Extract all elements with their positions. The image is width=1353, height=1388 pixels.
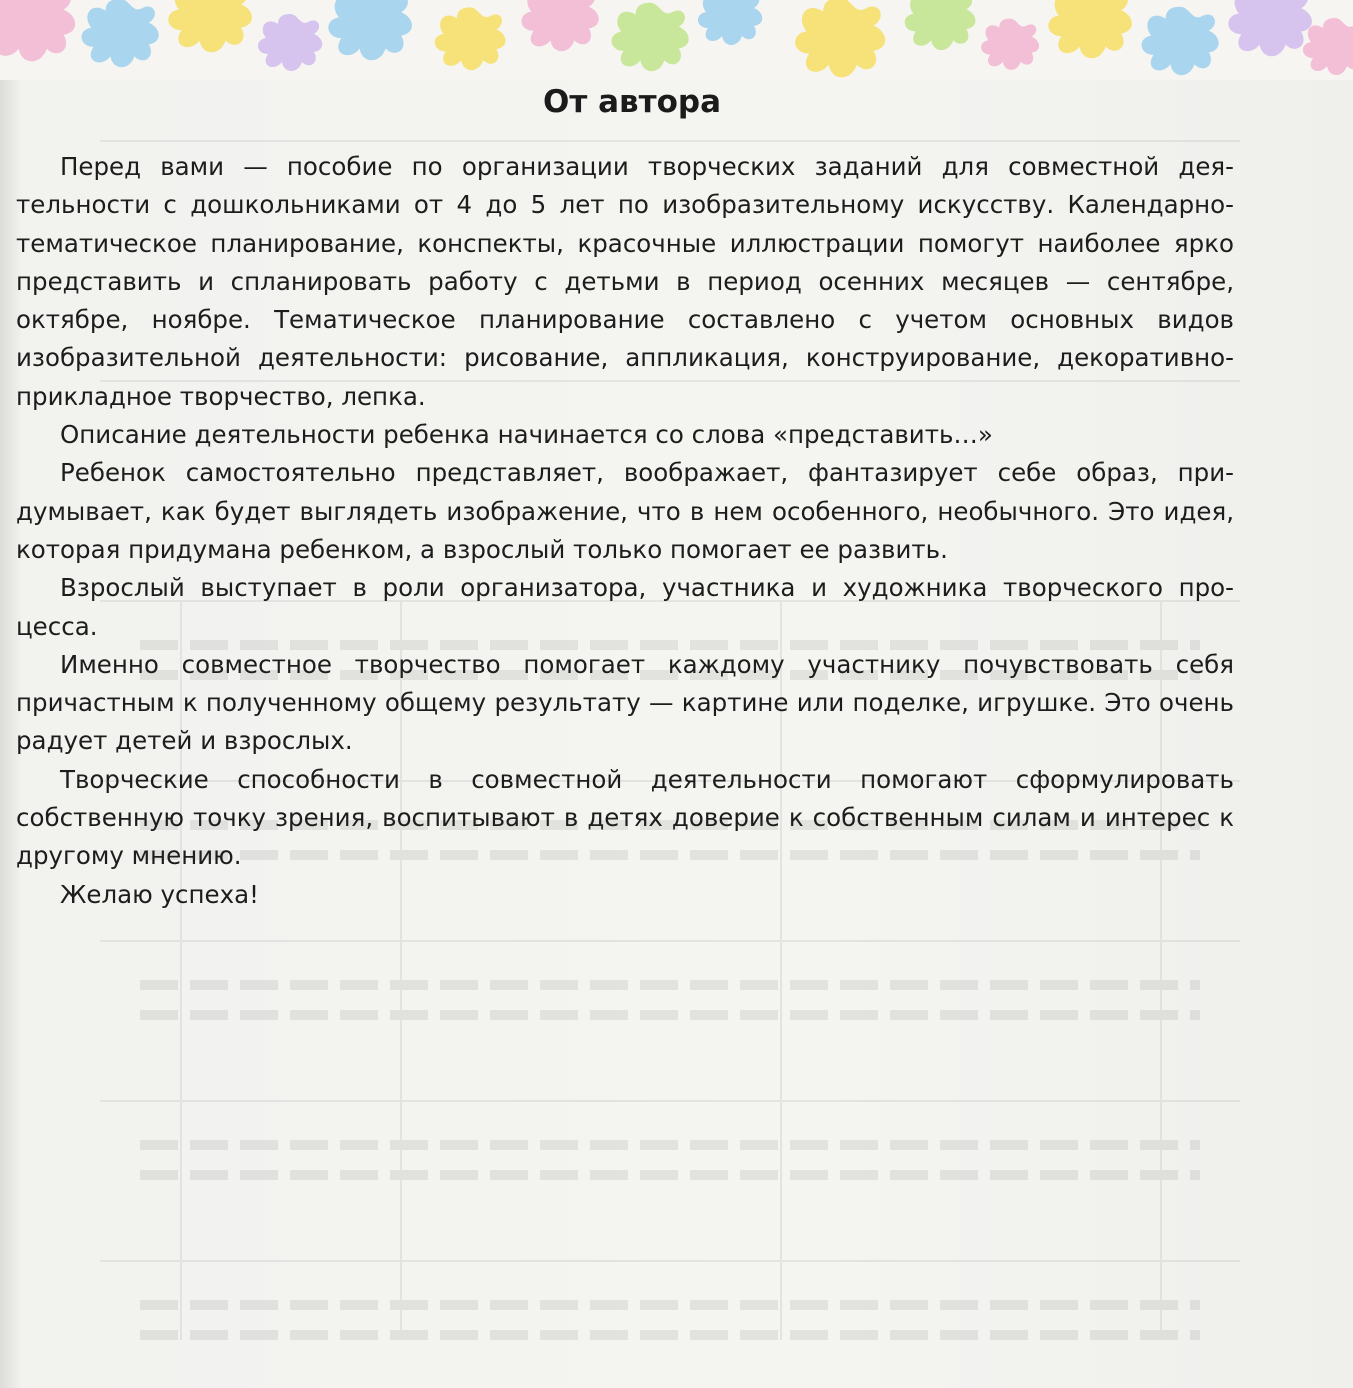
splat-yellow-2-icon — [435, 7, 506, 70]
splat-green-1-icon — [612, 3, 689, 71]
splat-green-2-icon — [905, 0, 976, 50]
page-title: От автора — [542, 84, 722, 120]
author-foreword — [16, 84, 1234, 914]
paragraph-description: Описание деятельности ребенка начинается со слова «представить…» — [60, 420, 993, 450]
splat-blue-2-icon — [328, 0, 412, 60]
splat-pink-3-icon — [981, 19, 1039, 70]
splat-blue-1-icon — [82, 0, 159, 67]
paragraph-intro: Перед вами — пособие по организации творческих заданий для совместной деятельности с дошкольниками от 4 до 5 лет по изобразительному искусству. Календарно-тематическое планирование, конспекты, красочные иллюстрации помогут наиболее ярко представить и спланировать работу с детьми в период осенних месяцев — сентябре, октябре, ноябре. Тематическое планирование составлено с учетом основных видов изобразительной деятельности: рисование, аппликация, конструирование, декоративно-прикладное творчество, лепка. — [16, 152, 1234, 411]
paragraph-creative-abilities: Творческие способности в совместной деятельности помогают сформулировать собственную точку зрения, воспитывают в детях доверие к собственным силам и интерес к другому мнению. — [16, 764, 1234, 871]
paragraph-closing: Желаю успеха! — [60, 879, 259, 909]
splat-blue-4-icon — [1142, 7, 1219, 75]
paint-splat-decoration — [0, 0, 1353, 80]
paragraph-adult-role: Взрослый выступает в роли организатора, участника и художника творческого процесса. — [16, 573, 1234, 641]
paragraph-joint-creativity: Именно совместное творчество помогает каждому участнику почувствовать себя причастным к полученному общему результату — картине или поделке, игрушке. Это очень радует детей и взрослых. — [16, 649, 1234, 756]
paragraph-child-imagination: Ребенок самостоятельно представляет, воображает, фантазирует себе образ, придумывает, как будет выглядеть изображение, что в нем особенного, необычного. Это идея, которая придумана ребенком, а взрослый только помогает ее развить. — [16, 458, 1234, 564]
splat-yellow-3-icon — [795, 0, 885, 77]
splat-lilac-1-icon — [258, 14, 322, 71]
paint-splat-border — [0, 0, 1353, 80]
